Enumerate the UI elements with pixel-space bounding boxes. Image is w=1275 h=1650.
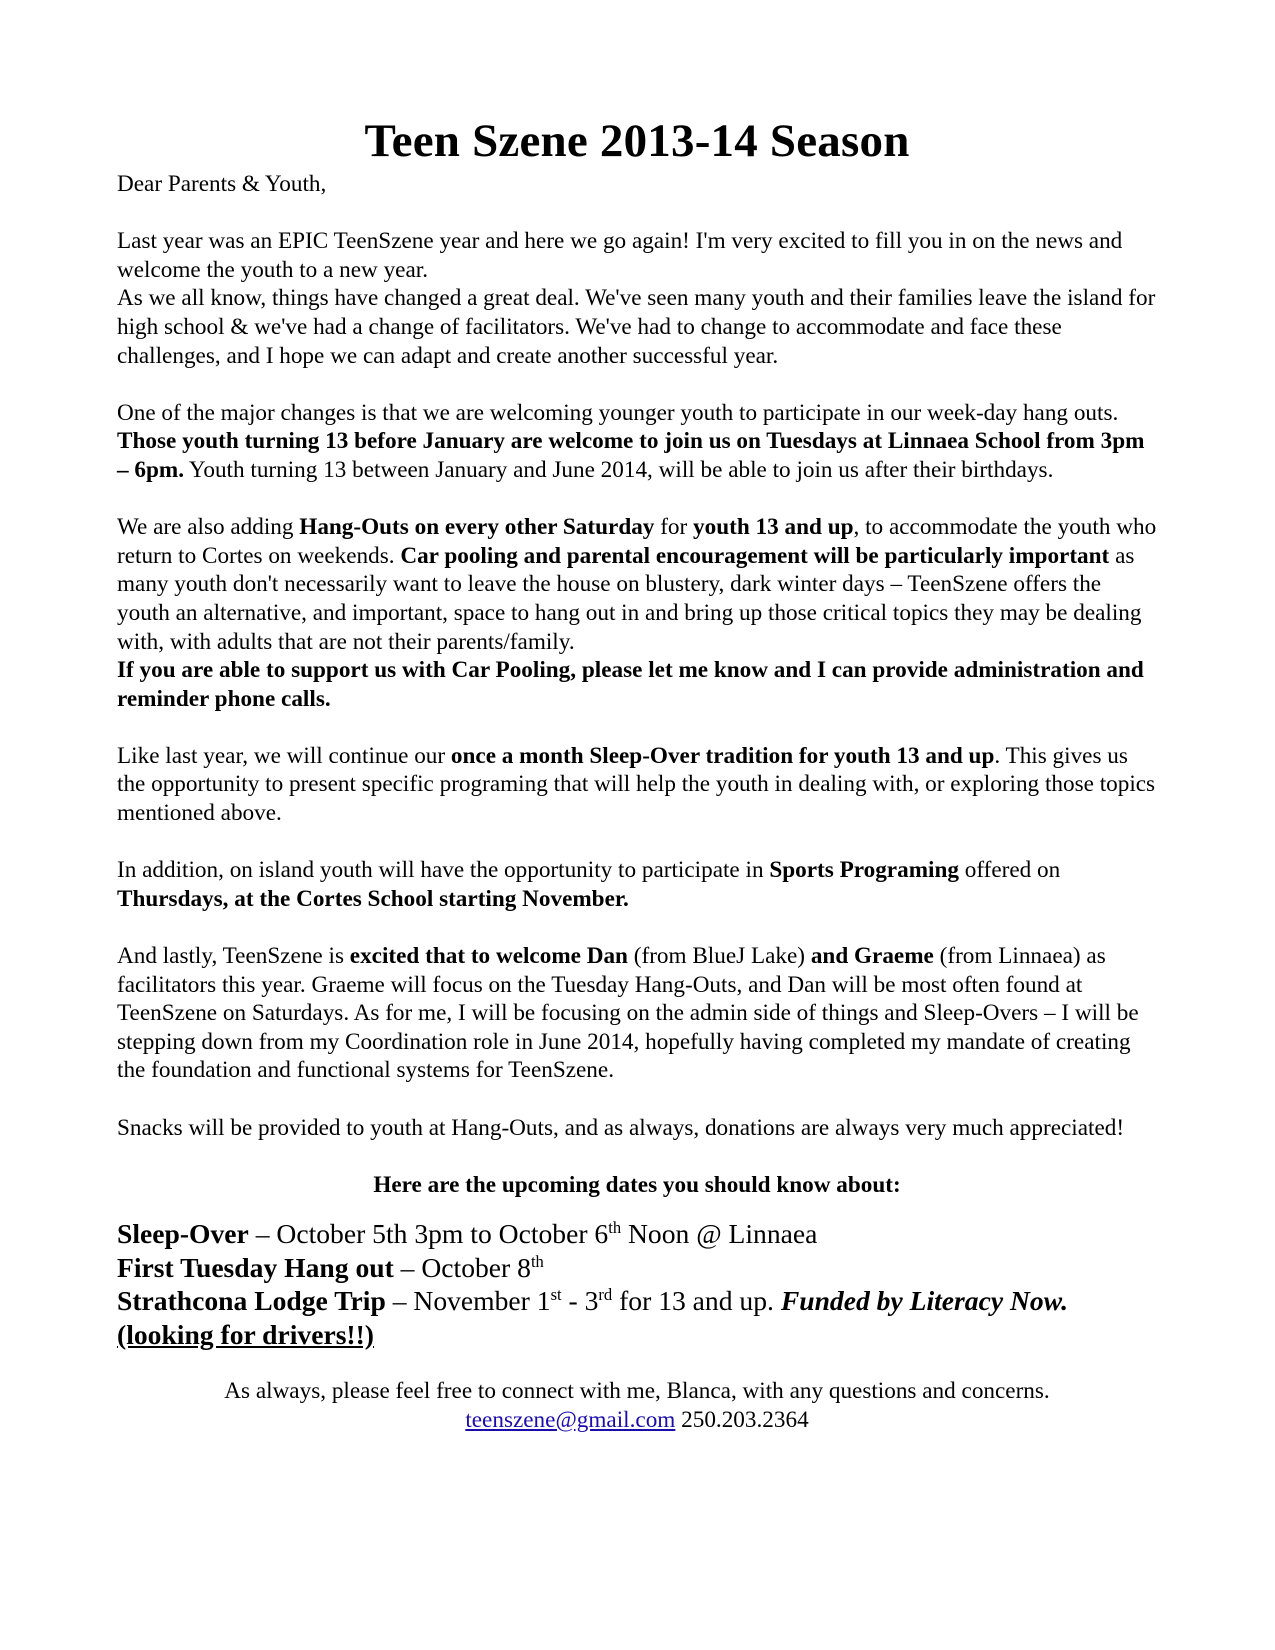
date-first-tuesday: First Tuesday Hang out – October 8th <box>117 1251 544 1283</box>
dates-heading: Here are the upcoming dates you should know about: <box>373 1171 901 1198</box>
date-sleepover: Sleep-Over – October 5th 3pm to October 6th Noon @ Linnaea <box>117 1218 818 1250</box>
contact-line: As always, please feel free to connect with me, Blanca, with any questions and concerns. <box>224 1378 1050 1405</box>
upcoming-dates <box>117 1217 1157 1351</box>
paragraph-intro-2: As we all know, things have changed a great deal. We've seen many youth and their families leave the island for high school & we've had a change of facilitators. We've had to change to accommodate and face these challenges, and I hope we can adapt and create another successful year. <box>117 285 1156 369</box>
tuesday-hangout-note: Those youth turning 13 before January are welcome to join us on Tuesdays at Linnaea School from 3pm – 6pm. <box>117 428 1145 483</box>
greeting: Dear Parents & Youth, <box>117 171 327 197</box>
paragraph-changes: One of the major changes is that we are welcoming younger youth to participate in our week-day hang outs. Those youth turning 13 before January are welcome to join us on Tuesdays at Linnaea School from 3pm – 6pm. Youth turning 13 between January and June 2014, will be able to join us after their birthdays. <box>117 399 1145 483</box>
car-pooling-request: If you are able to support us with Car Pooling, please let me know and I can provide administration and reminder phone calls. <box>117 657 1144 712</box>
email-link[interactable]: teenszene@gmail.com <box>465 1406 676 1433</box>
paragraph-intro-1: Last year was an EPIC TeenSzene year and here we go again! I'm very excited to fill you in on the news and welcome the youth to a new year. <box>117 228 1123 283</box>
funding-note: Funded by Literacy Now. <box>780 1285 1068 1317</box>
letter-page <box>117 112 1157 1435</box>
contact-footer <box>117 1377 1157 1434</box>
paragraph-sleepover: Like last year, we will continue our once a month Sleep-Over tradition for youth 13 and up. This gives us the opportunity to present specific programing that will help the youth in dealing with, or exploring those topics mentioned above. <box>117 742 1156 827</box>
phone-number: 250.203.2364 <box>675 1406 809 1433</box>
drivers-request: (looking for drivers!!) <box>117 1318 374 1350</box>
paragraph-saturday: We are also adding Hang-Outs on every other Saturday for youth 13 and up, to accommodate the youth who return to Cortes on weekends. Car pooling and parental encouragement will be particularly important as many youth don't necessarily want to leave the house on blustery, dark winter days – TeenSzene offers the youth an alternative, and important, space to hang out in and bring up those critical topics they may be dealing with, with adults that are not their parents/family. <box>117 514 1157 655</box>
paragraph-facilitators: And lastly, TeenSzene is excited that to welcome Dan (from BlueJ Lake) and Graeme (from Linnaea) as facilitators this year. Graeme will focus on the Tuesday Hang-Outs, and Dan will be most often found at TeenSzene on Saturdays. As for me, I will be focusing on the admin side of things and Sleep-Overs – I will be stepping down from my Coordination role in June 2014, hopefully having completed my mandate of creating the foundation and functional systems for TeenSzene. <box>117 943 1139 1084</box>
paragraph-sports: In addition, on island youth will have the opportunity to participate in Sports Programing offered on Thursdays, at the Cortes School starting November. <box>117 857 1061 912</box>
paragraph-snacks: Snacks will be provided to youth at Hang-Outs, and as always, donations are always very much appreciated! <box>117 1114 1125 1141</box>
contact-details <box>117 1406 1157 1435</box>
letter-body <box>117 170 1157 1199</box>
page-title: Teen Szene 2013-14 Season <box>364 115 910 167</box>
date-strathcona-trip: Strathcona Lodge Trip – November 1st - 3rd for 13 and up. Funded by Literacy Now. <box>117 1285 1068 1317</box>
